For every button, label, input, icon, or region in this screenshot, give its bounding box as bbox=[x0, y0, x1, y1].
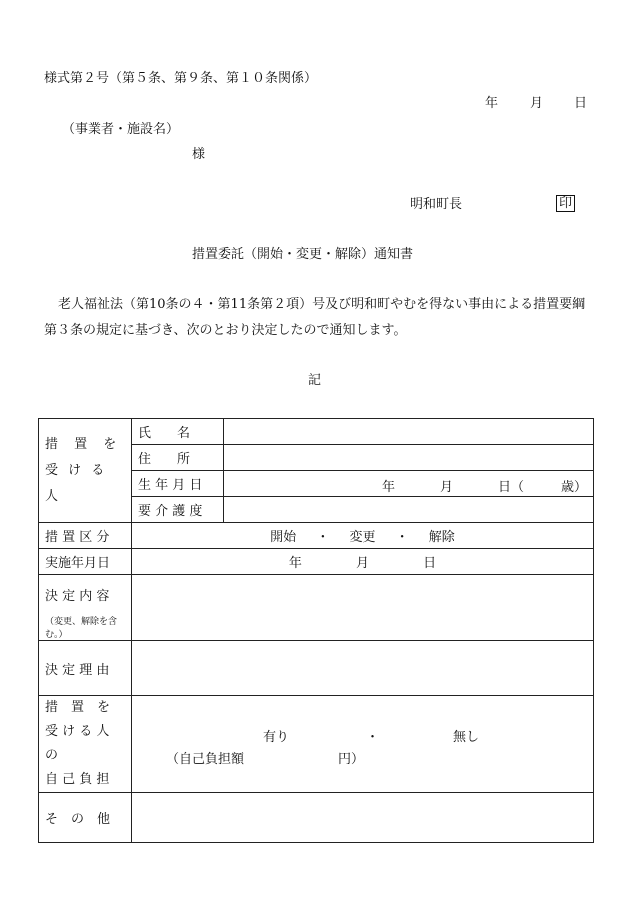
table-row bbox=[39, 419, 594, 445]
table-row bbox=[39, 696, 594, 793]
category-cancel[interactable]: 解除 bbox=[428, 530, 455, 545]
subject-label bbox=[39, 419, 132, 523]
burden-no[interactable]: 無し bbox=[453, 730, 480, 745]
subject-label-line1: 措 置 を bbox=[45, 436, 123, 452]
category-label: 措 置 区 分 bbox=[39, 523, 132, 549]
form-number: 様式第２号（第５条、第９条、第１０条関係） bbox=[44, 71, 318, 86]
reason-field[interactable] bbox=[132, 641, 594, 696]
body-paragraph: 老人福祉法（第10条の４・第11条第２項）号及び明和町やむを得ない事由による措置要綱第３条の規定に基づき、次のとおり決定したので通知します。 bbox=[44, 297, 586, 338]
table-row bbox=[39, 549, 594, 575]
burden-amount-close: 円） bbox=[338, 752, 365, 767]
table-row bbox=[39, 523, 594, 549]
burden-label-line2: 受 け る 人 の bbox=[45, 724, 110, 763]
date-year: 年 bbox=[485, 96, 499, 111]
impl-date-field[interactable] bbox=[132, 549, 594, 575]
care-level-label: 要 介 護 度 bbox=[132, 497, 224, 523]
birth-label: 生 年 月 日 bbox=[132, 471, 224, 497]
burden-field[interactable] bbox=[132, 696, 594, 793]
table-row bbox=[39, 641, 594, 696]
name-field[interactable] bbox=[224, 419, 594, 445]
decision-note: （変更、解除を含む。） bbox=[45, 617, 118, 640]
burden-label-line1: 措 置 を bbox=[45, 700, 111, 715]
category-field[interactable] bbox=[132, 523, 594, 549]
decision-field[interactable] bbox=[132, 575, 594, 641]
addressee: （事業者・施設名） bbox=[62, 122, 180, 137]
seal-mark: 印 bbox=[556, 195, 575, 212]
table-row bbox=[39, 793, 594, 843]
other-field[interactable] bbox=[132, 793, 594, 843]
category-change[interactable]: 変更 bbox=[349, 530, 376, 545]
date-day: 日 bbox=[574, 96, 588, 111]
reason-label: 決 定 理 由 bbox=[39, 641, 132, 696]
birth-month: 月 bbox=[440, 479, 454, 495]
birth-year: 年 bbox=[382, 479, 396, 495]
date-month: 月 bbox=[530, 96, 544, 111]
name-label: 氏 名 bbox=[132, 419, 224, 445]
table-row bbox=[39, 575, 594, 641]
other-label: そ の 他 bbox=[39, 793, 132, 843]
ki-mark: 記 bbox=[308, 373, 322, 388]
notice-form-table bbox=[38, 418, 594, 843]
burden-dot: ・ bbox=[366, 730, 380, 745]
sender-name: 明和町長 bbox=[410, 197, 463, 212]
impl-date-label: 実施年月日 bbox=[39, 549, 132, 575]
burden-label bbox=[39, 696, 132, 793]
address-field[interactable] bbox=[224, 445, 594, 471]
honorific: 様 bbox=[192, 147, 206, 162]
document-title: 措置委託（開始・変更・解除）通知書 bbox=[192, 247, 414, 262]
subject-label-line2: 受 け る 人 bbox=[45, 462, 108, 504]
impl-day: 日 bbox=[423, 556, 437, 571]
category-dot: ・ bbox=[395, 530, 409, 545]
impl-month: 月 bbox=[355, 556, 369, 571]
decision-label: 決 定 内 容 bbox=[45, 589, 110, 604]
birth-field[interactable] bbox=[224, 471, 594, 497]
category-dot: ・ bbox=[316, 530, 330, 545]
category-start[interactable]: 開始 bbox=[270, 530, 297, 545]
care-level-field[interactable] bbox=[224, 497, 594, 523]
address-label: 住 所 bbox=[132, 445, 224, 471]
burden-amount-open: （自己負担額 bbox=[166, 752, 245, 767]
burden-label-line3: 自 己 負 担 bbox=[45, 772, 110, 787]
birth-age: 歳） bbox=[560, 479, 587, 495]
birth-day: 日（ bbox=[498, 479, 525, 495]
burden-yes[interactable]: 有り bbox=[263, 730, 290, 745]
impl-year: 年 bbox=[288, 556, 302, 571]
decision-label-cell bbox=[39, 575, 132, 641]
